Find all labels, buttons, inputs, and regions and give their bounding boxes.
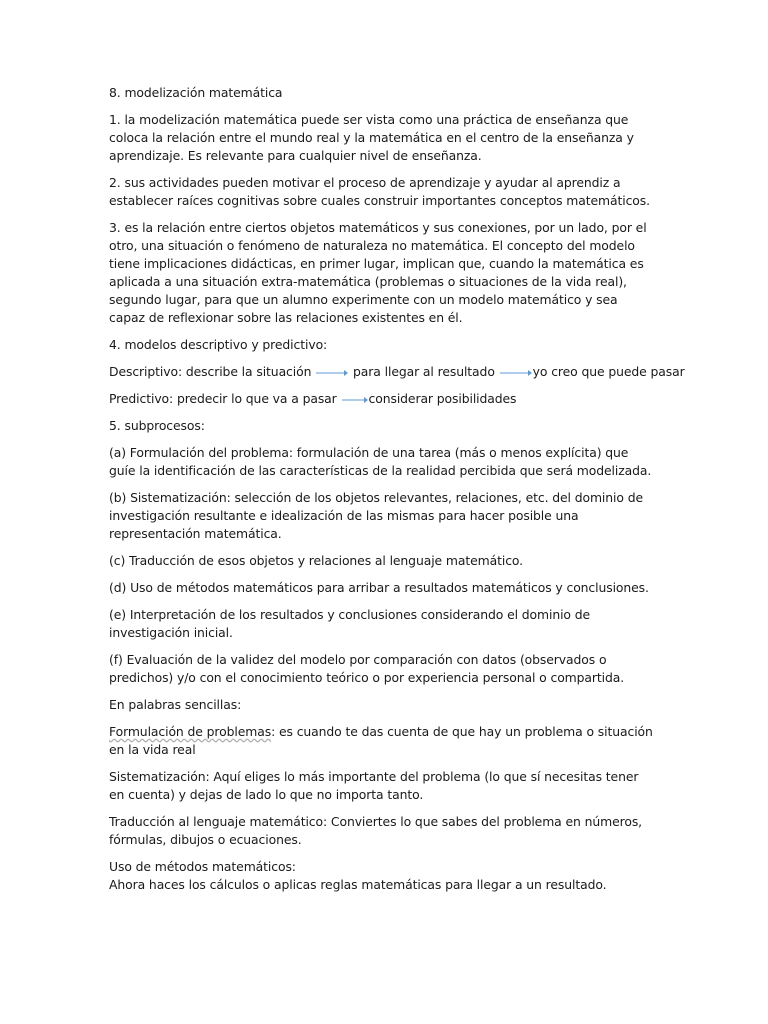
uso-title: Uso de métodos matemáticos:: [109, 859, 296, 874]
section-heading: 8. modelización matemática: [109, 85, 283, 100]
paragraph-2: 2. sus actividades pueden motivar el proceso de aprendizaje y ayudar al aprendiz a establecer raíces cognitivas sobre cuales construir importantes conceptos matemáticos.: [109, 175, 650, 208]
formulacion-term: Formulación de problemas: [109, 724, 272, 739]
uso-text: Ahora haces los cálculos o aplicas reglas matemáticas para llegar a un resultado.: [109, 877, 607, 892]
paragraph-1: 1. la modelización matemática puede ser vista como una práctica de enseñanza que coloca la relación entre el mundo real y la matemática en el centro de la enseñanza y aprendizaje. Es relevante para cualquier nivel de enseñanza.: [109, 112, 634, 163]
formulacion-rest: : es cuando te das cuenta de que hay un problema o situación en la vida real: [109, 724, 653, 757]
descriptivo-part-3: yo creo que puede pasar: [532, 364, 685, 379]
sistematizacion-paragraph: Sistematización: Aquí eliges lo más importante del problema (lo que sí necesitas tener en cuenta) y dejas de lado lo que no importa tanto.: [109, 769, 639, 802]
document-page: [109, 84, 685, 903]
paragraph-3: 3. es la relación entre ciertos objetos matemáticos y sus conexiones, por un lado, por el otro, una situación o fenómeno de naturaleza no matemática. El concepto del modelo tiene implicaciones didácticas, en primer lugar, implican que, cuando la matemática es aplicada a una situación extra-matemática (problemas o situaciones de la vida real), segundo lugar, para que un alumno experimente con un modelo matemático y sea capaz de reflexionar sobre las relaciones existentes en él.: [109, 220, 647, 325]
arrow-right-icon: [315, 368, 349, 378]
subprocess-a: (a) Formulación del problema: formulación de una tarea (más o menos explícita) que guíe la identificación de las características de la realidad percibida que será modelizada.: [109, 445, 652, 478]
subprocess-f: (f) Evaluación de la validez del modelo por comparación con datos (observados o predichos) y/o con el conocimiento teórico o por experiencia personal o compartida.: [109, 652, 625, 685]
arrow-right-icon: [341, 395, 369, 405]
subprocess-d: (d) Uso de métodos matemáticos para arribar a resultados matemáticos y conclusiones.: [109, 580, 649, 595]
paragraph-4: 4. modelos descriptivo y predictivo:: [109, 337, 328, 352]
subprocess-c: (c) Traducción de esos objetos y relaciones al lenguaje matemático.: [109, 553, 524, 568]
predictivo-part-2: considerar posibilidades: [368, 391, 517, 406]
descriptivo-part-2: para llegar al resultado: [353, 364, 495, 379]
descriptivo-line: [109, 363, 685, 381]
traduccion-paragraph: Traducción al lenguaje matemático: Conviertes lo que sabes del problema en números, fórmulas, dibujos o ecuaciones.: [109, 814, 643, 847]
descriptivo-part-1: Descriptivo: describe la situación: [109, 364, 312, 379]
subprocess-b: (b) Sistematización: selección de los objetos relevantes, relaciones, etc. del dominio de investigación resultante e idealización de las mismas para hacer posible una representación matemática.: [109, 490, 643, 541]
palabras-heading: En palabras sencillas:: [109, 697, 242, 712]
arrow-right-icon: [499, 368, 533, 378]
paragraph-5: 5. subprocesos:: [109, 418, 205, 433]
predictivo-part-1: Predictivo: predecir lo que va a pasar: [109, 391, 337, 406]
subprocess-e: (e) Interpretación de los resultados y conclusiones considerando el dominio de investigación inicial.: [109, 607, 591, 640]
formulacion-paragraph: [109, 723, 657, 759]
predictivo-line: [109, 390, 657, 408]
